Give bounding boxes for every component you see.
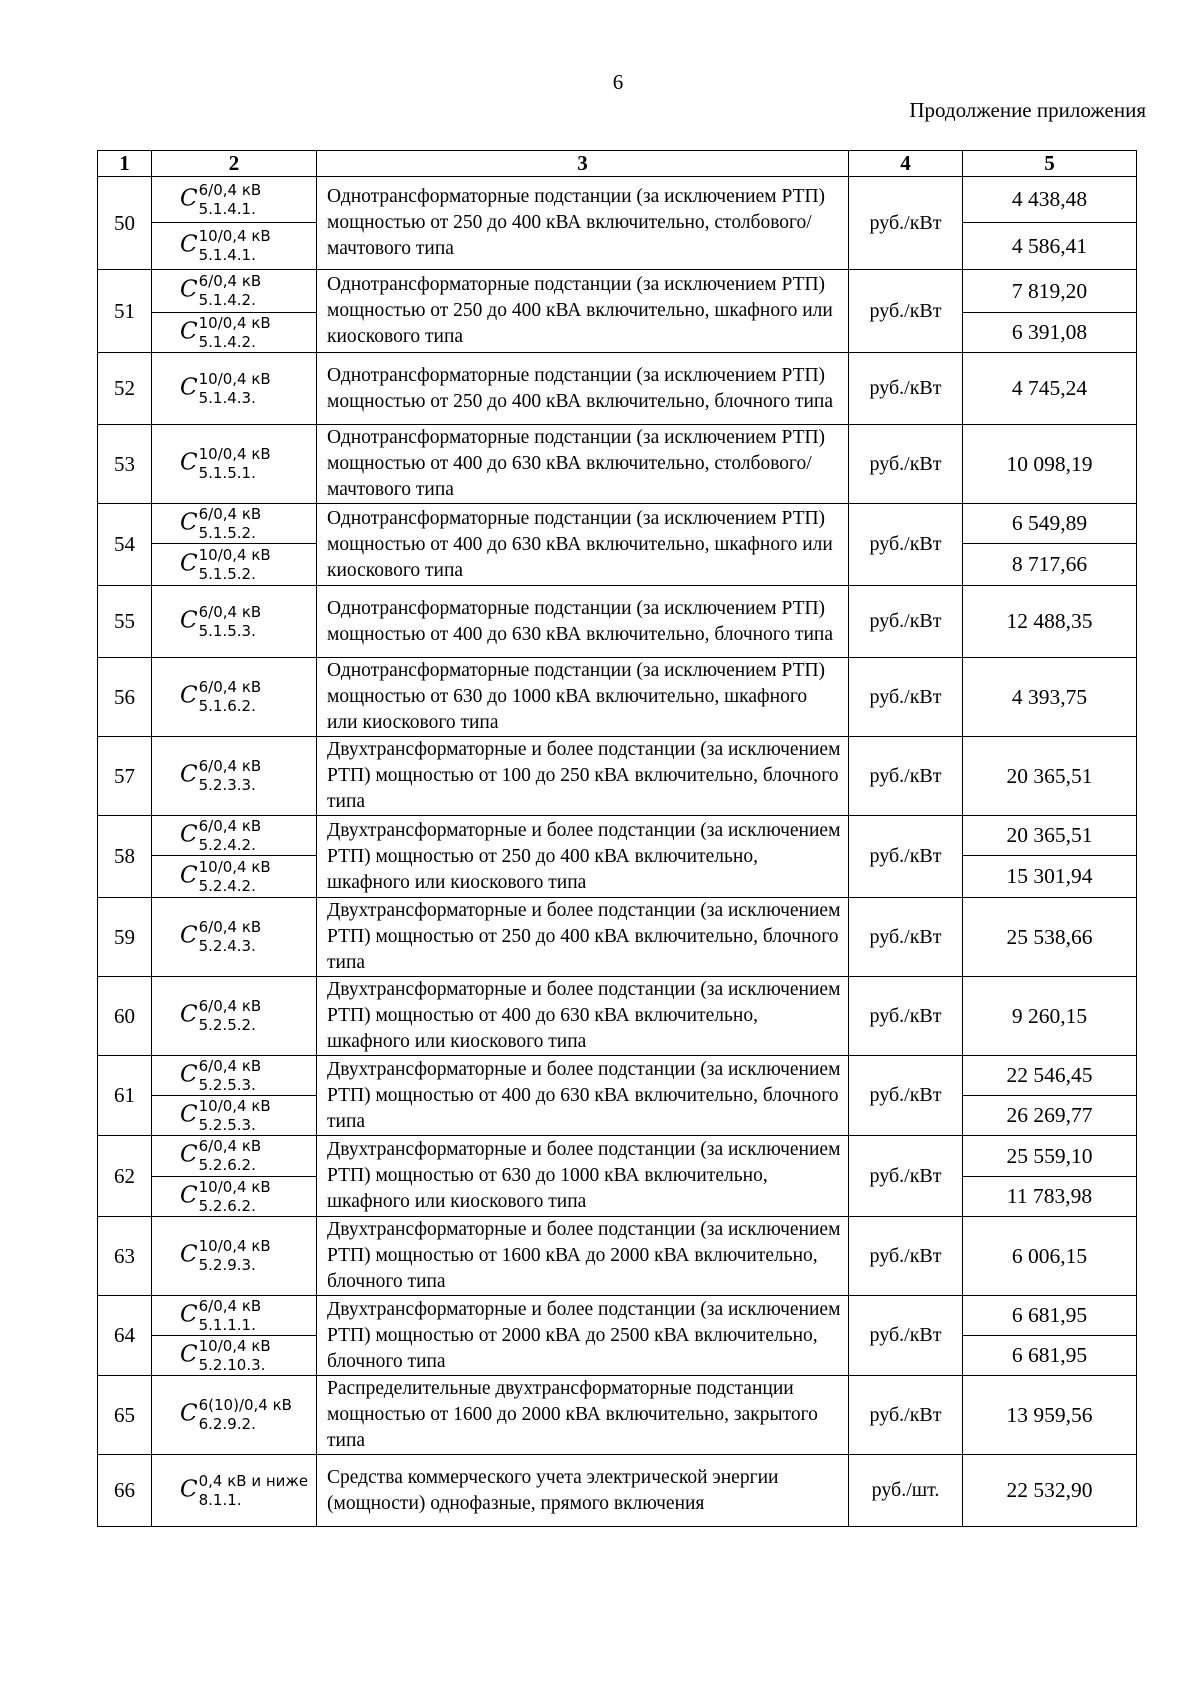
rate-symbol <box>180 1297 261 1335</box>
row-number: 54 <box>98 504 152 586</box>
row-number: 60 <box>98 977 152 1056</box>
voltage-superscript: 10/0,4 кВ <box>198 1237 271 1255</box>
unit: руб./кВт <box>849 504 963 586</box>
rate-indices <box>199 227 271 265</box>
rate-symbol <box>180 1137 261 1175</box>
tariff-code <box>152 816 317 856</box>
tariff-value: 6 681,95 <box>963 1296 1137 1336</box>
rate-symbol <box>180 1396 292 1434</box>
rate-letter: C <box>180 1141 198 1168</box>
description: Средства коммерческого учета электрической энергии (мощности) однофазные, прямого включения <box>317 1455 849 1527</box>
tariff-code <box>152 425 317 504</box>
rate-indices <box>199 603 262 641</box>
tariff-code <box>152 313 317 353</box>
tariff-value: 6 391,08 <box>963 313 1137 353</box>
header-cell: 2 <box>152 151 317 177</box>
tariff-code <box>152 270 317 313</box>
rate-symbol <box>180 370 271 408</box>
tariff-value: 4 393,75 <box>963 658 1137 737</box>
voltage-superscript: 10/0,4 кВ <box>198 313 271 332</box>
rate-indices <box>199 505 262 543</box>
voltage-superscript: 6/0,4 кВ <box>198 1137 262 1155</box>
voltage-superscript: 6/0,4 кВ <box>198 678 262 696</box>
table-row <box>98 898 1137 977</box>
rate-indices <box>199 1237 271 1275</box>
voltage-superscript: 6/0,4 кВ <box>198 757 262 775</box>
code-subscript: 5.2.4.2. <box>198 876 256 895</box>
voltage-superscript: 6/0,4 кВ <box>198 1056 262 1075</box>
table-row <box>98 1296 1137 1336</box>
tariff-value: 26 269,77 <box>963 1096 1137 1136</box>
tariff-value: 4 586,41 <box>963 223 1137 270</box>
rate-letter: C <box>180 1241 198 1268</box>
rate-indices <box>199 1057 262 1095</box>
row-number: 59 <box>98 898 152 977</box>
rate-indices <box>199 181 262 219</box>
tariff-value: 20 365,51 <box>963 816 1137 856</box>
rate-letter: C <box>180 1001 198 1028</box>
tariff-value: 11 783,98 <box>963 1177 1137 1217</box>
row-number: 53 <box>98 425 152 504</box>
row-number: 50 <box>98 177 152 270</box>
code-subscript: 5.1.4.3. <box>198 388 256 407</box>
row-number: 62 <box>98 1136 152 1217</box>
rate-letter: C <box>180 231 198 258</box>
code-subscript: 5.1.6.2. <box>198 697 256 715</box>
rate-symbol <box>180 603 261 641</box>
rate-letter: C <box>180 1101 198 1128</box>
tariff-value: 8 717,66 <box>963 544 1137 586</box>
voltage-superscript: 10/0,4 кВ <box>198 445 271 463</box>
description: Однотрансформаторные подстанции (за исключением РТП) мощностью от 250 до 400 кВА включительно, столбового/ мачтового типа <box>317 177 849 270</box>
unit: руб./кВт <box>849 1136 963 1217</box>
row-number: 55 <box>98 586 152 658</box>
header-cell: 4 <box>849 151 963 177</box>
rate-symbol <box>180 181 261 219</box>
description: Двухтрансформаторные и более подстанции (за исключением РТП) мощностью от 2000 кВА до 2500 кВА включительно, блочного типа <box>317 1296 849 1376</box>
voltage-superscript: 10/0,4 кВ <box>198 545 271 564</box>
code-subscript: 5.1.5.3. <box>198 621 256 640</box>
tariff-value: 20 365,51 <box>963 737 1137 816</box>
unit: руб./кВт <box>849 658 963 737</box>
rate-indices <box>199 546 271 584</box>
tariff-value: 13 959,56 <box>963 1376 1137 1455</box>
rate-letter: C <box>180 1341 198 1368</box>
tariff-value: 4 745,24 <box>963 353 1137 425</box>
description: Однотрансформаторные подстанции (за исключением РТП) мощностью от 400 до 630 кВА включительно, шкафного или киоскового типа <box>317 504 849 586</box>
rate-letter: C <box>180 550 198 577</box>
code-subscript: 5.1.4.2. <box>198 291 256 309</box>
unit: руб./кВт <box>849 898 963 977</box>
description: Двухтрансформаторные и более подстанции (за исключением РТП) мощностью от 400 до 630 кВА включительно, шкафного или киоскового типа <box>317 977 849 1056</box>
rate-letter: C <box>180 1061 198 1088</box>
rate-symbol <box>180 1057 261 1095</box>
voltage-superscript: 6/0,4 кВ <box>198 504 262 523</box>
voltage-superscript: 6/0,4 кВ <box>198 602 262 621</box>
table-row <box>98 1455 1137 1527</box>
tariff-value: 6 549,89 <box>963 504 1137 544</box>
tariff-code <box>152 856 317 898</box>
rate-letter: C <box>180 1400 198 1427</box>
tariff-code <box>152 544 317 586</box>
unit: руб./кВт <box>849 1296 963 1376</box>
rate-symbol <box>180 1178 271 1216</box>
code-subscript: 5.1.4.1. <box>198 246 256 264</box>
tariff-code <box>152 977 317 1056</box>
voltage-superscript: 10/0,4 кВ <box>198 1177 271 1196</box>
unit: руб./кВт <box>849 425 963 504</box>
rate-letter: C <box>180 374 198 401</box>
voltage-superscript: 6/0,4 кВ <box>198 272 262 290</box>
voltage-superscript: 6(10)/0,4 кВ <box>198 1396 292 1414</box>
rate-indices <box>199 272 262 310</box>
rate-indices <box>199 1297 262 1335</box>
voltage-superscript: 10/0,4 кВ <box>198 857 271 876</box>
header-row <box>98 151 1137 177</box>
table-row <box>98 353 1137 425</box>
row-number: 58 <box>98 816 152 898</box>
rate-symbol <box>180 227 271 265</box>
tariff-value: 25 559,10 <box>963 1136 1137 1177</box>
rate-indices <box>199 678 262 716</box>
row-number: 63 <box>98 1217 152 1296</box>
tariff-code <box>152 1056 317 1096</box>
table-row <box>98 1136 1137 1177</box>
code-subscript: 5.1.5.1. <box>198 464 256 482</box>
code-subscript: 5.2.5.2. <box>198 1016 256 1034</box>
continuation-label: Продолжение приложения <box>909 98 1146 122</box>
rate-symbol <box>180 918 261 956</box>
code-subscript: 5.2.6.2. <box>198 1156 256 1174</box>
description: Двухтрансформаторные и более подстанции (за исключением РТП) мощностью от 1600 кВА до 2000 кВА включительно, блочного типа <box>317 1217 849 1296</box>
rate-indices <box>199 1137 262 1175</box>
code-subscript: 6.2.9.2. <box>198 1415 256 1433</box>
rate-indices <box>199 314 271 352</box>
voltage-superscript: 6/0,4 кВ <box>198 180 262 199</box>
rate-letter: C <box>180 821 198 848</box>
description: Однотрансформаторные подстанции (за исключением РТП) мощностью от 630 до 1000 кВА включительно, шкафного или киоскового типа <box>317 658 849 737</box>
code-subscript: 5.2.3.3. <box>198 776 256 794</box>
tariff-code <box>152 658 317 737</box>
row-number: 66 <box>98 1455 152 1527</box>
unit: руб./кВт <box>849 1056 963 1136</box>
code-subscript: 5.1.5.2. <box>198 564 256 583</box>
tariff-code <box>152 1336 317 1376</box>
unit: руб./кВт <box>849 737 963 816</box>
code-subscript: 5.2.5.3. <box>198 1075 256 1094</box>
rate-symbol <box>180 1337 271 1375</box>
voltage-superscript: 6/0,4 кВ <box>198 918 262 936</box>
tariff-code <box>152 1136 317 1177</box>
tariff-code <box>152 353 317 425</box>
description: Двухтрансформаторные и более подстанции (за исключением РТП) мощностью от 250 до 400 кВА включительно, блочного типа <box>317 898 849 977</box>
tariff-code <box>152 1096 317 1136</box>
rate-letter: C <box>180 318 198 345</box>
rate-symbol <box>180 1097 271 1135</box>
rate-letter: C <box>180 761 198 788</box>
unit: руб./кВт <box>849 586 963 658</box>
page-number: 6 <box>612 70 624 94</box>
table-row <box>98 1376 1137 1455</box>
tariff-value: 22 546,45 <box>963 1056 1137 1096</box>
rate-indices <box>199 1178 271 1216</box>
tariff-code <box>152 1455 317 1527</box>
unit: руб./кВт <box>849 1217 963 1296</box>
table-row <box>98 586 1137 658</box>
unit: руб./шт. <box>849 1455 963 1527</box>
unit: руб./кВт <box>849 177 963 270</box>
unit: руб./кВт <box>849 353 963 425</box>
tariff-code <box>152 223 317 270</box>
table-row <box>98 977 1137 1056</box>
row-number: 64 <box>98 1296 152 1376</box>
description: Двухтрансформаторные и более подстанции (за исключением РТП) мощностью от 100 до 250 кВА включительно, блочного типа <box>317 737 849 816</box>
table-row <box>98 177 1137 223</box>
description: Распределительные двухтрансформаторные подстанции мощностью от 1600 до 2000 кВА включительно, закрытого типа <box>317 1376 849 1455</box>
rate-indices <box>199 370 271 408</box>
voltage-superscript: 10/0,4 кВ <box>198 369 271 388</box>
rate-symbol <box>180 997 261 1035</box>
rate-indices <box>199 1097 271 1135</box>
table-row <box>98 1056 1137 1096</box>
description: Однотрансформаторные подстанции (за исключением РТП) мощностью от 400 до 630 кВА включительно, блочного типа <box>317 586 849 658</box>
rate-symbol <box>180 1472 308 1510</box>
table-row <box>98 658 1137 737</box>
code-subscript: 5.1.4.2. <box>198 332 256 351</box>
code-subscript: 5.1.4.1. <box>198 199 256 218</box>
tariff-value: 10 098,19 <box>963 425 1137 504</box>
tariff-value: 6 681,95 <box>963 1336 1137 1376</box>
rate-letter: C <box>180 449 198 476</box>
code-subscript: 5.2.10.3. <box>198 1355 266 1374</box>
rate-symbol <box>180 817 261 855</box>
code-subscript: 5.2.5.3. <box>198 1115 256 1134</box>
table-row <box>98 1217 1137 1296</box>
voltage-superscript: 0,4 кВ и ниже <box>198 1471 309 1490</box>
tariff-value: 12 488,35 <box>963 586 1137 658</box>
rate-letter: C <box>180 607 198 634</box>
description: Однотрансформаторные подстанции (за исключением РТП) мощностью от 400 до 630 кВА включительно, столбового/ мачтового типа <box>317 425 849 504</box>
rate-letter: C <box>180 862 198 889</box>
table-body <box>98 177 1137 1527</box>
table-row <box>98 816 1137 856</box>
tariff-code <box>152 1217 317 1296</box>
voltage-superscript: 10/0,4 кВ <box>198 1096 271 1115</box>
tariff-table <box>97 150 1137 1527</box>
rate-symbol <box>180 272 261 310</box>
tariff-value: 6 006,15 <box>963 1217 1137 1296</box>
rate-letter: C <box>180 1476 198 1503</box>
tariff-value: 7 819,20 <box>963 270 1137 313</box>
tariff-code <box>152 504 317 544</box>
description: Однотрансформаторные подстанции (за исключением РТП) мощностью от 250 до 400 кВА включительно, блочного типа <box>317 353 849 425</box>
row-number: 65 <box>98 1376 152 1455</box>
header-cell: 1 <box>98 151 152 177</box>
unit: руб./кВт <box>849 816 963 898</box>
tariff-code <box>152 1376 317 1455</box>
tariff-value: 15 301,94 <box>963 856 1137 898</box>
unit: руб./кВт <box>849 977 963 1056</box>
row-number: 61 <box>98 1056 152 1136</box>
code-subscript: 5.2.9.3. <box>198 1256 256 1274</box>
description: Двухтрансформаторные и более подстанции (за исключением РТП) мощностью от 630 до 1000 кВА включительно, шкафного или киоскового типа <box>317 1136 849 1217</box>
description: Однотрансформаторные подстанции (за исключением РТП) мощностью от 250 до 400 кВА включительно, шкафного или киоскового типа <box>317 270 849 353</box>
tariff-value: 4 438,48 <box>963 177 1137 223</box>
table-row <box>98 425 1137 504</box>
rate-symbol <box>180 505 261 543</box>
table-row <box>98 737 1137 816</box>
tariff-value: 22 532,90 <box>963 1455 1137 1527</box>
rate-letter: C <box>180 276 198 303</box>
rate-indices <box>199 1472 309 1510</box>
tariff-code <box>152 737 317 816</box>
header-cell: 5 <box>963 151 1137 177</box>
code-subscript: 5.2.4.3. <box>198 937 256 955</box>
rate-indices <box>199 445 271 483</box>
rate-indices <box>199 997 262 1035</box>
tariff-value: 9 260,15 <box>963 977 1137 1056</box>
voltage-superscript: 6/0,4 кВ <box>198 1296 262 1315</box>
rate-symbol <box>180 314 271 352</box>
rate-letter: C <box>180 1301 198 1328</box>
tariff-code <box>152 1177 317 1217</box>
unit: руб./кВт <box>849 1376 963 1455</box>
code-subscript: 5.2.4.2. <box>198 835 256 854</box>
row-number: 57 <box>98 737 152 816</box>
tariff-code <box>152 177 317 223</box>
voltage-superscript: 10/0,4 кВ <box>198 1336 271 1355</box>
voltage-superscript: 6/0,4 кВ <box>198 997 262 1015</box>
rate-letter: C <box>180 682 198 709</box>
table-row <box>98 270 1137 313</box>
voltage-superscript: 10/0,4 кВ <box>198 227 271 245</box>
rate-indices <box>199 918 262 956</box>
rate-letter: C <box>180 922 198 949</box>
header-cell: 3 <box>317 151 849 177</box>
rate-symbol <box>180 858 271 896</box>
tariff-code <box>152 898 317 977</box>
tariff-code <box>152 586 317 658</box>
table-row <box>98 504 1137 544</box>
rate-indices <box>199 1337 271 1375</box>
rate-indices <box>199 817 262 855</box>
rate-symbol <box>180 1237 271 1275</box>
description: Двухтрансформаторные и более подстанции (за исключением РТП) мощностью от 250 до 400 кВА включительно, шкафного или киоскового типа <box>317 816 849 898</box>
rate-symbol <box>180 445 271 483</box>
rate-symbol <box>180 546 271 584</box>
rate-symbol <box>180 757 261 795</box>
description: Двухтрансформаторные и более подстанции (за исключением РТП) мощностью от 400 до 630 кВА включительно, блочного типа <box>317 1056 849 1136</box>
rate-indices <box>199 757 262 795</box>
tariff-value: 25 538,66 <box>963 898 1137 977</box>
rate-letter: C <box>180 185 198 212</box>
code-subscript: 5.1.1.1. <box>198 1315 256 1334</box>
rate-letter: C <box>180 1182 198 1209</box>
code-subscript: 8.1.1. <box>198 1490 242 1509</box>
rate-letter: C <box>180 509 198 536</box>
voltage-superscript: 6/0,4 кВ <box>198 816 262 835</box>
code-subscript: 5.2.6.2. <box>198 1196 256 1215</box>
row-number: 51 <box>98 270 152 353</box>
row-number: 56 <box>98 658 152 737</box>
row-number: 52 <box>98 353 152 425</box>
code-subscript: 5.1.5.2. <box>198 523 256 542</box>
rate-indices <box>199 1396 292 1434</box>
unit: руб./кВт <box>849 270 963 353</box>
rate-symbol <box>180 678 261 716</box>
rate-indices <box>199 858 271 896</box>
tariff-code <box>152 1296 317 1336</box>
